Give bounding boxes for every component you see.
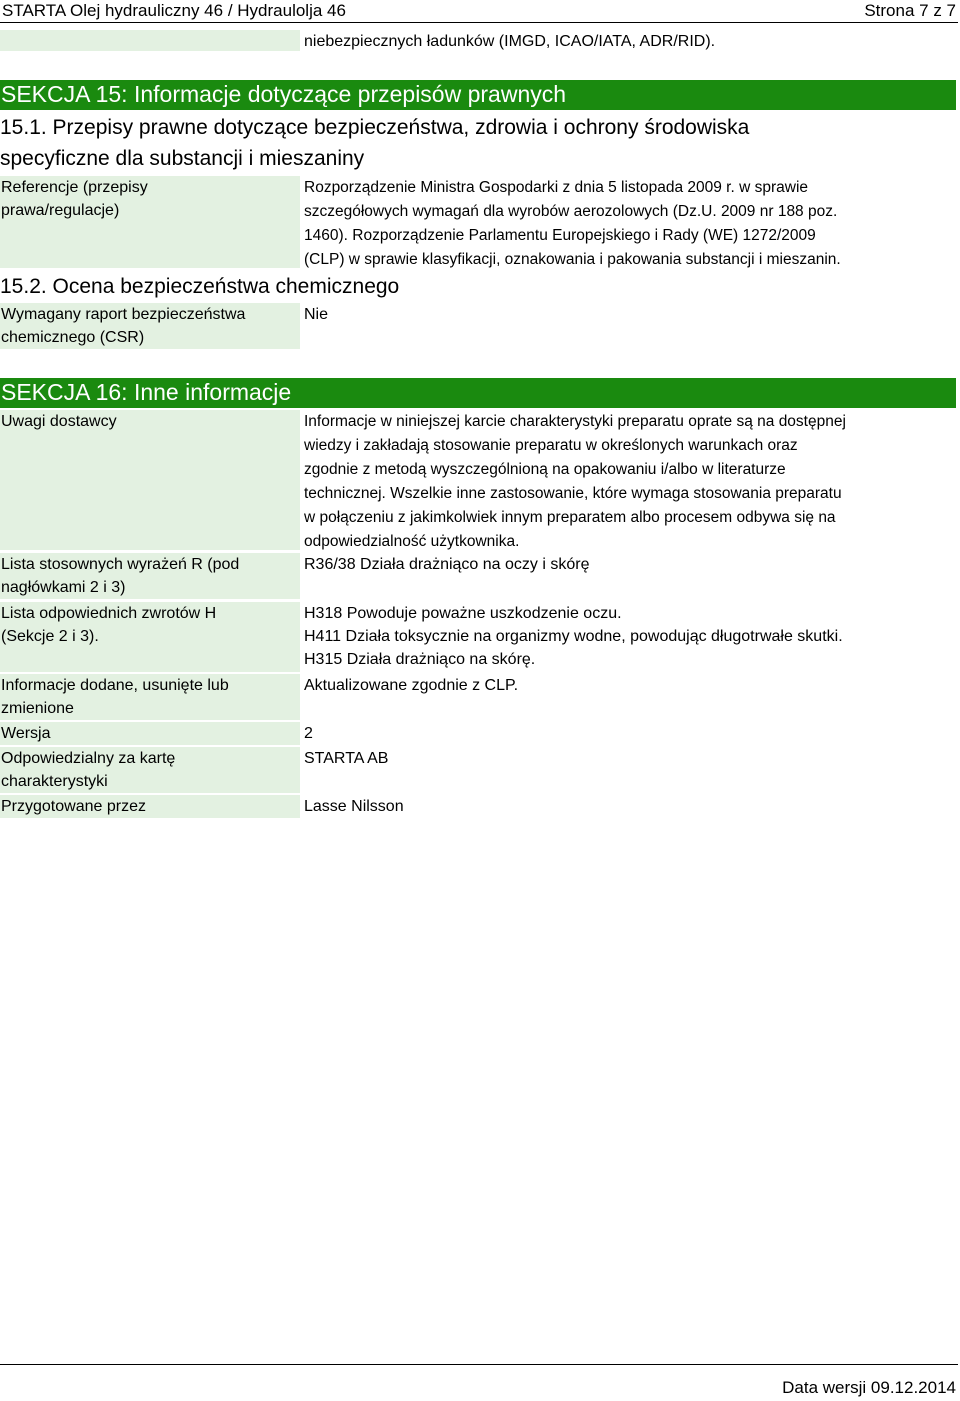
header-divider — [0, 22, 958, 23]
changes-value: Aktualizowane zgodnie z CLP. — [304, 677, 519, 694]
changes-label-line2: zmienione — [1, 700, 74, 717]
regulations-value-line: 1460). Rozporządzenie Parlamentu Europejskiego i Rady (WE) 1272/2009 — [304, 227, 816, 244]
section-16-header: SEKCJA 16: Inne informacje — [0, 378, 956, 408]
page-number: Strona 7 z 7 — [864, 1, 956, 20]
supplier-notes-line: wiedzy i zakładają stosowanie preparatu w określonych warunkach oraz — [304, 437, 798, 454]
version-value: 2 — [304, 725, 313, 742]
footer-divider — [0, 1364, 958, 1365]
version-label — [0, 722, 300, 745]
responsible-label-line1: Odpowiedzialny za kartę — [1, 750, 176, 767]
subsection-15-1-title-line2: specyficzne dla substancji i mieszaniny — [0, 147, 365, 170]
h-phrases-label-line1: Lista odpowiednich zwrotów H — [1, 605, 217, 622]
changes-label-line1: Informacje dodane, usunięte lub — [1, 677, 229, 694]
responsible-label — [0, 747, 300, 793]
regulations-label — [0, 176, 300, 268]
r-phrases-label-line2: nagłówkami 2 i 3) — [1, 579, 126, 596]
supplier-notes-label — [0, 410, 300, 550]
supplier-notes-line: odpowiedzialność użytkownika. — [304, 533, 520, 550]
csr-value: Nie — [304, 306, 329, 323]
prepared-by-label — [0, 795, 300, 818]
csr-label-line1: Wymagany raport bezpieczeństwa — [1, 306, 246, 323]
regulations-value — [304, 176, 841, 272]
version-label-text: Wersja — [1, 725, 51, 742]
h-phrase-line: H315 Działa drażniąco na skórę. — [304, 651, 536, 668]
regulations-value-line: Rozporządzenie Ministra Gospodarki z dnia 5 listopada 2009 r. w sprawie — [304, 179, 809, 196]
prepared-by-value: Lasse Nilsson — [304, 798, 404, 815]
h-phrases-label — [0, 602, 300, 672]
changes-label — [0, 674, 300, 720]
carryover-label-cell — [0, 30, 300, 51]
subsection-15-1-title-line1: 15.1. Przepisy prawne dotyczące bezpieczeństwa, zdrowia i ochrony środowiska — [0, 116, 750, 139]
supplier-notes-label-text: Uwagi dostawcy — [1, 413, 117, 430]
subsection-15-2-title: 15.2. Ocena bezpieczeństwa chemicznego — [0, 275, 400, 298]
h-phrases-label-line2: (Sekcje 2 i 3). — [1, 628, 99, 645]
section-15-header: SEKCJA 15: Informacje dotyczące przepisów prawnych — [0, 80, 956, 110]
r-phrases-label — [0, 553, 300, 599]
responsible-value: STARTA AB — [304, 750, 389, 767]
h-phrase-line: H411 Działa toksycznie na organizmy wodne, powodując długotrwałe skutki. — [304, 628, 843, 645]
prepared-by-label-text: Przygotowane przez — [1, 798, 146, 815]
responsible-label-line2: charakterystyki — [1, 773, 108, 790]
version-date: Data wersji 09.12.2014 — [782, 1378, 956, 1397]
document-title: STARTA Olej hydrauliczny 46 / Hydraulolja 46 — [2, 1, 346, 20]
supplier-notes-line: Informacje w niniejszej karcie charakterystyki preparatu oprate są na dostępnej — [304, 413, 846, 430]
supplier-notes-line: zgodnie z metodą wyszczególnioną na opakowaniu i/albo w literaturze — [304, 461, 786, 478]
csr-label — [0, 303, 300, 349]
supplier-notes-value — [304, 410, 846, 554]
supplier-notes-line: technicznej. Wszelkie inne zastosowanie, które wymaga stosowania preparatu — [304, 485, 842, 502]
regulations-value-line: (CLP) w sprawie klasyfikacji, oznakowania i pakowania substancji i mieszanin. — [304, 251, 841, 268]
regulations-value-line: szczegółowych wymagań dla wyrobów aerozolowych (Dz.U. 2009 nr 188 poz. — [304, 203, 838, 220]
h-phrases-value — [304, 602, 843, 671]
r-phrases-value: R36/38 Działa drażniąco na oczy i skórę — [304, 556, 590, 573]
carryover-text: niebezpiecznych ładunków (IMGD, ICAO/IATA, ADR/RID). — [304, 33, 716, 50]
supplier-notes-line: w połączeniu z jakimkolwiek innym preparatem albo procesem odbywa się na — [304, 509, 836, 526]
regulations-label-line1: Referencje (przepisy — [1, 179, 148, 196]
r-phrases-label-line1: Lista stosownych wyrażeń R (pod — [1, 556, 240, 573]
regulations-label-line2: prawa/regulacje) — [1, 202, 120, 219]
csr-label-line2: chemicznego (CSR) — [1, 329, 145, 346]
h-phrase-line: H318 Powoduje poważne uszkodzenie oczu. — [304, 605, 622, 622]
